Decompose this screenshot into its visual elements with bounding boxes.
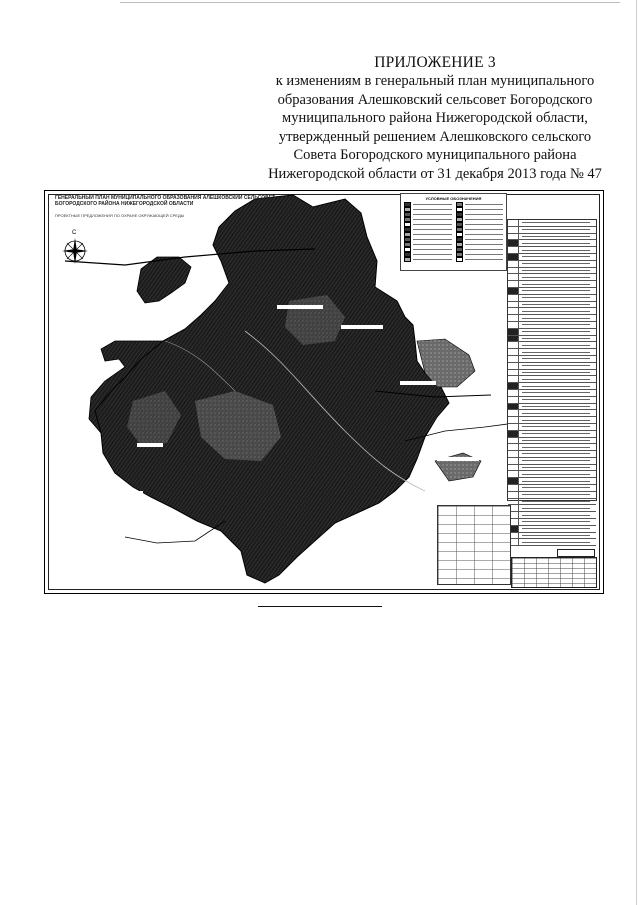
explication-symbol-cell (508, 268, 519, 274)
explication-text-cell (519, 397, 596, 403)
legend-swatch (404, 257, 411, 262)
legend-text-placeholder (413, 249, 452, 251)
legend-row (456, 243, 504, 246)
legend-row (456, 218, 504, 221)
explication-row (508, 512, 596, 519)
explication-text-cell (519, 458, 596, 464)
legend-row (456, 233, 504, 236)
explication-text-cell (519, 404, 596, 410)
legend-text-placeholder (465, 219, 504, 221)
explication-text-cell (519, 268, 596, 274)
explication-row (508, 465, 596, 472)
legend-row (404, 248, 452, 251)
explication-row (508, 227, 596, 234)
title-block-grid (512, 558, 596, 587)
explication-symbol-cell (508, 370, 519, 376)
explication-row (508, 308, 596, 315)
explication-row (508, 431, 596, 438)
compass-label: С (72, 230, 77, 236)
legend-row (456, 253, 504, 256)
legend-row (404, 233, 452, 236)
explication-text-cell (519, 376, 596, 382)
legend-text-placeholder (413, 254, 452, 256)
explication-row (508, 329, 596, 336)
explication-text-cell (519, 485, 596, 491)
explication-row (508, 274, 596, 281)
legend-text-placeholder (413, 204, 452, 206)
explication-symbol-cell (508, 458, 519, 464)
explication-symbol-cell (508, 247, 519, 253)
legend-rows (401, 203, 506, 261)
explication-symbol-cell (508, 227, 519, 233)
explication-text-cell (519, 471, 596, 477)
explication-text-cell (519, 281, 596, 287)
legend-row (456, 238, 504, 241)
appendix-line-4: утвержденный решением Алешковского сельского (278, 128, 592, 145)
explication-text-cell (519, 492, 596, 498)
explication-text-cell (519, 302, 596, 308)
explication-row (508, 261, 596, 268)
explication-row (508, 424, 596, 431)
explication-text-cell (519, 349, 596, 355)
explication-symbol-cell (508, 376, 519, 382)
explication-row (508, 397, 596, 404)
legend-text-placeholder (413, 259, 452, 261)
legend-text-placeholder (413, 214, 452, 216)
legend-row (404, 203, 452, 206)
legend-text-placeholder (465, 249, 504, 251)
legend-swatch (456, 257, 463, 262)
explication-text-cell (519, 512, 596, 518)
legend-text-placeholder (413, 229, 452, 231)
legend-row (404, 238, 452, 241)
explication-row (508, 404, 596, 411)
explication-row (508, 471, 596, 478)
explication-text-cell (519, 322, 596, 328)
explication-symbol-cell (508, 274, 519, 280)
explication-row (508, 220, 596, 227)
explication-row (508, 363, 596, 370)
balance-table-grid (438, 506, 510, 584)
explication-symbol-cell (508, 397, 519, 403)
legend-title: УСЛОВНЫЕ ОБОЗНАЧЕНИЯ (425, 196, 482, 201)
explication-text-cell (519, 410, 596, 416)
explication-text-cell (519, 451, 596, 457)
explication-row (508, 342, 596, 349)
explication-text-cell (519, 342, 596, 348)
explication-text-cell (519, 240, 596, 246)
explication-row (508, 519, 596, 526)
explication-row (508, 322, 596, 329)
explication-symbol-cell (508, 485, 519, 491)
explication-symbol-cell (508, 356, 519, 362)
explication-text-cell (519, 424, 596, 430)
legend-row (456, 248, 504, 251)
explication-text-cell (519, 234, 596, 240)
map-label-box-5 (113, 491, 143, 495)
explication-symbol-cell (508, 465, 519, 471)
compass-rose (62, 238, 88, 264)
explication-text-cell (519, 288, 596, 294)
explication-symbol-cell (508, 404, 519, 410)
explication-row (508, 247, 596, 254)
explication-symbol-cell (508, 254, 519, 260)
legend-text-placeholder (465, 229, 504, 231)
map-title: ГЕНЕРАЛЬНЫЙ ПЛАН МУНИЦИПАЛЬНОГО ОБРАЗОВАНИЯ АЛЕШКОВСКИЙ СЕЛЬСОВЕТ БОГОРОДСКОГО РАЙОНА НИЖЕГОРОДСКОЙ ОБЛАСТИ (55, 195, 276, 207)
explication-symbol-cell (508, 363, 519, 369)
explication-text-cell (519, 533, 596, 539)
explication-text-cell (519, 356, 596, 362)
explication-row (508, 526, 596, 533)
explication-symbol-cell (508, 342, 519, 348)
explication-symbol-cell (508, 417, 519, 423)
legend-text-placeholder (413, 234, 452, 236)
explication-text-cell (519, 417, 596, 423)
legend-text-placeholder (465, 204, 504, 206)
explication-row (508, 349, 596, 356)
explication-symbol-cell (508, 451, 519, 457)
explication-symbol-cell (508, 424, 519, 430)
legend-text-placeholder (465, 234, 504, 236)
explication-symbol-cell (508, 240, 519, 246)
legend-row (456, 223, 504, 226)
explication-row (508, 533, 596, 540)
explication-symbol-cell (508, 478, 519, 484)
scan-right-edge (636, 0, 637, 905)
explication-text-cell (519, 247, 596, 253)
legend-row (456, 208, 504, 211)
explication-symbol-cell (508, 444, 519, 450)
appendix-line-2: образования Алешковский сельсовет Богородского (277, 91, 593, 108)
explication-text-cell (519, 390, 596, 396)
explication-symbol-cell (508, 438, 519, 444)
explication-symbol-cell (508, 261, 519, 267)
separator-line (258, 606, 382, 607)
explication-row (508, 240, 596, 247)
appendix-line-3: муниципального района Нижегородской области, (282, 110, 588, 126)
explication-symbol-cell (508, 431, 519, 437)
explication-row (508, 438, 596, 445)
explication-text-cell (519, 295, 596, 301)
explication-row (508, 288, 596, 295)
explication-text-cell (519, 505, 596, 511)
explication-row (508, 234, 596, 241)
legend-text-placeholder (465, 209, 504, 211)
legend-text-placeholder (413, 244, 452, 246)
title-block-stamp (511, 557, 597, 588)
map-label-box-6 (400, 381, 436, 385)
legend-row (456, 228, 504, 231)
explication-text-cell (519, 465, 596, 471)
legend-row (456, 258, 504, 261)
appendix-line-6: Нижегородской области от 31 декабря 2013 года № 47 (268, 165, 602, 182)
explication-row (508, 390, 596, 397)
explication-symbol-cell (508, 383, 519, 389)
explication-row (508, 505, 596, 512)
explication-row (508, 451, 596, 458)
explication-row (508, 478, 596, 485)
explication-text-cell (519, 438, 596, 444)
explication-symbol-cell (508, 336, 519, 342)
map-label-box-3 (437, 457, 479, 461)
explication-text-cell (519, 499, 596, 505)
appendix-title: ПРИЛОЖЕНИЕ 3 (374, 54, 496, 71)
explication-symbol-cell (508, 471, 519, 477)
explication-row (508, 444, 596, 451)
explication-symbol-cell (508, 220, 519, 226)
legend-row (456, 203, 504, 206)
scan-top-edge (120, 2, 620, 3)
explication-table (507, 219, 597, 501)
territory-shape (95, 195, 449, 583)
explication-text-cell (519, 336, 596, 342)
explication-symbol-cell (508, 281, 519, 287)
explication-symbol-cell (508, 308, 519, 314)
legend-row (404, 218, 452, 221)
legend-text-placeholder (465, 214, 504, 216)
map-subtitle: ПРОЕКТНЫЕ ПРЕДЛОЖЕНИЯ ПО ОХРАНЕ ОКРУЖАЮЩЕЙ СРЕДЫ (55, 213, 185, 218)
explication-symbol-cell (508, 410, 519, 416)
legend-row (404, 213, 452, 216)
legend-text-placeholder (413, 239, 452, 241)
explication-row (508, 492, 596, 499)
explication-text-cell (519, 383, 596, 389)
explication-text-cell (519, 519, 596, 525)
explication-symbol-cell (508, 315, 519, 321)
legend-text-placeholder (465, 239, 504, 241)
explication-row (508, 268, 596, 275)
explication-text-cell (519, 261, 596, 267)
legend-text-placeholder (413, 209, 452, 211)
map-label-box-1 (277, 305, 323, 309)
explication-text-cell (519, 274, 596, 280)
explication-symbol-cell (508, 499, 519, 505)
legend-text-placeholder (465, 254, 504, 256)
explication-row (508, 302, 596, 309)
explication-row (508, 539, 596, 546)
explication-row (508, 458, 596, 465)
explication-text-cell (519, 539, 596, 545)
explication-row (508, 499, 596, 506)
explication-text-cell (519, 329, 596, 335)
legend-row (404, 223, 452, 226)
map-legend (400, 193, 507, 271)
explication-text-cell (519, 431, 596, 437)
legend-row (404, 243, 452, 246)
explication-symbol-cell (508, 329, 519, 335)
explication-row (508, 410, 596, 417)
explication-row (508, 254, 596, 261)
explication-row (508, 356, 596, 363)
explication-symbol-cell (508, 288, 519, 294)
explication-row (508, 336, 596, 343)
explication-row (508, 376, 596, 383)
explication-text-cell (519, 478, 596, 484)
explication-row (508, 295, 596, 302)
legend-row (404, 228, 452, 231)
explication-row (508, 315, 596, 322)
legend-text-placeholder (465, 224, 504, 226)
explication-text-cell (519, 526, 596, 532)
explication-row (508, 383, 596, 390)
explication-symbol-cell (508, 302, 519, 308)
explication-symbol-cell (508, 390, 519, 396)
explication-symbol-cell (508, 349, 519, 355)
explication-text-cell (519, 363, 596, 369)
legend-text-placeholder (413, 224, 452, 226)
appendix-header (250, 53, 620, 183)
explication-symbol-cell (508, 492, 519, 498)
explication-text-cell (519, 444, 596, 450)
explication-symbol-cell (508, 322, 519, 328)
appendix-line-1: к изменениям в генеральный план муниципального (275, 73, 595, 89)
explication-row (508, 370, 596, 377)
sheet-number-box (557, 549, 595, 557)
map-label-box-2 (341, 325, 383, 329)
explication-text-cell (519, 220, 596, 226)
legend-row (404, 258, 452, 261)
legend-text-placeholder (465, 259, 504, 261)
legend-row (456, 213, 504, 216)
explication-text-cell (519, 315, 596, 321)
explication-symbol-cell (508, 295, 519, 301)
explication-text-cell (519, 308, 596, 314)
explication-text-cell (519, 370, 596, 376)
map-label-box-4 (137, 443, 163, 447)
legend-row (404, 208, 452, 211)
explication-text-cell (519, 227, 596, 233)
legend-text-placeholder (413, 219, 452, 221)
explication-row (508, 485, 596, 492)
explication-text-cell (519, 254, 596, 260)
map-sheet (44, 190, 604, 594)
legend-row (404, 253, 452, 256)
legend-text-placeholder (465, 244, 504, 246)
explication-symbol-cell (508, 234, 519, 240)
appendix-line-5: Совета Богородского муниципального района (293, 147, 577, 163)
explication-row (508, 281, 596, 288)
territory-nw-spur (137, 257, 191, 303)
explication-row (508, 417, 596, 424)
balance-table (437, 505, 511, 585)
